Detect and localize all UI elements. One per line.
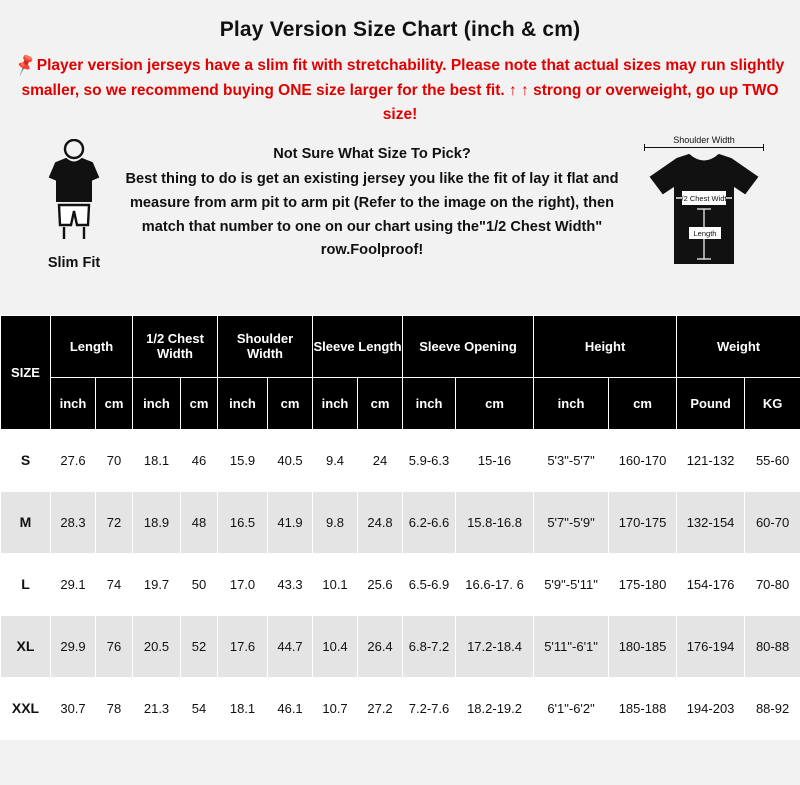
row-size: L	[1, 553, 51, 615]
cell: 15-16	[456, 429, 534, 491]
cell: 17.6	[218, 615, 268, 677]
page-title: Play Version Size Chart (inch & cm)	[219, 18, 581, 41]
cell: 88-92	[745, 677, 800, 739]
svg-text:1/2 Chest Width: 1/2 Chest Width	[677, 193, 731, 203]
cell: 21.3	[133, 677, 181, 739]
cell: 46.1	[268, 677, 313, 739]
cell: 20.5	[133, 615, 181, 677]
slim-fit-jersey-icon	[31, 139, 117, 249]
cell: 28.3	[51, 491, 96, 553]
col-sleeve-length: Sleeve Length	[313, 315, 403, 377]
cell: 18.2-19.2	[456, 677, 534, 739]
cell: 26.4	[358, 615, 403, 677]
cell: 194-203	[677, 677, 745, 739]
unit-sleeve-opening-inch: inch	[403, 377, 456, 429]
cell: 9.4	[313, 429, 358, 491]
table-row	[1, 553, 800, 615]
cell: 5'7"-5'9"	[534, 491, 609, 553]
cell: 24	[358, 429, 403, 491]
unit-shoulder-cm: cm	[268, 377, 313, 429]
cell: 18.1	[218, 677, 268, 739]
cell: 74	[96, 553, 133, 615]
cell: 29.1	[51, 553, 96, 615]
cell: 180-185	[609, 615, 677, 677]
cell: 16.6-17. 6	[456, 553, 534, 615]
cell: 6.2-6.6	[403, 491, 456, 553]
shoulder-width-label: Shoulder Width	[673, 134, 735, 145]
table-body	[1, 429, 800, 739]
row-size: XXL	[1, 677, 51, 739]
col-sleeve-opening: Sleeve Opening	[403, 315, 534, 377]
cell: 185-188	[609, 677, 677, 739]
table-row	[1, 615, 800, 677]
table-header-units	[1, 377, 800, 429]
row-size: XL	[1, 615, 51, 677]
cell: 17.2-18.4	[456, 615, 534, 677]
cell: 10.4	[313, 615, 358, 677]
cell: 44.7	[268, 615, 313, 677]
cell: 17.0	[218, 553, 268, 615]
size-notice-text: Player version jerseys have a slim fit with stretchability. Please note that actual sizes may run slightly smaller, so we recommend buying ONE size larger for the best fit. ↑ ↑ strong or overweight, go up TWO size!	[21, 57, 785, 123]
cell: 5'3"-5'7"	[534, 429, 609, 491]
cell: 6.5-6.9	[403, 553, 456, 615]
slim-fit-figure	[26, 139, 122, 271]
cell: 27.2	[358, 677, 403, 739]
size-notice	[0, 52, 800, 135]
cell: 5'9"-5'11"	[534, 553, 609, 615]
cell: 46	[181, 429, 218, 491]
table-row	[1, 491, 800, 553]
cell: 78	[96, 677, 133, 739]
col-half-chest-width: 1/2 Chest Width	[133, 315, 218, 377]
cell: 121-132	[677, 429, 745, 491]
cell: 7.2-7.6	[403, 677, 456, 739]
cell: 41.9	[268, 491, 313, 553]
table-head	[1, 315, 800, 429]
cell: 48	[181, 491, 218, 553]
cell: 24.8	[358, 491, 403, 553]
cell: 10.1	[313, 553, 358, 615]
shoulder-width-rule	[644, 147, 764, 148]
size-chart-table	[0, 315, 800, 740]
cell: 27.6	[51, 429, 96, 491]
col-shoulder-width: Shoulder Width	[218, 315, 313, 377]
cell: 18.1	[133, 429, 181, 491]
unit-sleeve-length-inch: inch	[313, 377, 358, 429]
table-row	[1, 677, 800, 739]
cell: 176-194	[677, 615, 745, 677]
cell: 19.7	[133, 553, 181, 615]
unit-sleeve-opening-cm: cm	[456, 377, 534, 429]
unit-sleeve-length-cm: cm	[358, 377, 403, 429]
unit-shoulder-inch: inch	[218, 377, 268, 429]
cell: 154-176	[677, 553, 745, 615]
unit-weight-kg: KG	[745, 377, 800, 429]
cell: 5.9-6.3	[403, 429, 456, 491]
cell: 52	[181, 615, 218, 677]
table-row	[1, 429, 800, 491]
svg-text:Length: Length	[693, 228, 717, 238]
cell: 170-175	[609, 491, 677, 553]
col-length: Length	[51, 315, 133, 377]
unit-chest-inch: inch	[133, 377, 181, 429]
cell: 43.3	[268, 553, 313, 615]
cell: 18.9	[133, 491, 181, 553]
unit-weight-pound: Pound	[677, 377, 745, 429]
guide-text	[120, 143, 624, 263]
cell: 70	[96, 429, 133, 491]
cell: 6'1"-6'2"	[534, 677, 609, 739]
measurement-tshirt-icon	[629, 151, 779, 273]
row-size: S	[1, 429, 51, 491]
unit-height-cm: cm	[609, 377, 677, 429]
cell: 25.6	[358, 553, 403, 615]
cell: 55-60	[745, 429, 800, 491]
cell: 15.9	[218, 429, 268, 491]
pushpin-icon: 📌	[13, 54, 38, 77]
cell: 10.7	[313, 677, 358, 739]
cell: 15.8-16.8	[456, 491, 534, 553]
col-height: Height	[534, 315, 677, 377]
row-size: M	[1, 491, 51, 553]
guide-answer: Best thing to do is get an existing jersey you like the fit of lay it flat and measure from arm pit to arm pit (Refer to the image on the right), then match that number to one on our chart using the"1/2 Chest Width" row.Foolproof!	[125, 171, 619, 259]
guide-question: Not Sure What Size To Pick?	[273, 145, 471, 162]
cell: 50	[181, 553, 218, 615]
cell: 40.5	[268, 429, 313, 491]
unit-chest-cm: cm	[181, 377, 218, 429]
cell: 16.5	[218, 491, 268, 553]
unit-length-inch: inch	[51, 377, 96, 429]
cell: 5'11"-6'1"	[534, 615, 609, 677]
guide-section	[0, 135, 800, 315]
cell: 9.8	[313, 491, 358, 553]
cell: 6.8-7.2	[403, 615, 456, 677]
cell: 160-170	[609, 429, 677, 491]
unit-height-inch: inch	[534, 377, 609, 429]
measurement-figure	[624, 135, 784, 273]
cell: 80-88	[745, 615, 800, 677]
cell: 29.9	[51, 615, 96, 677]
col-weight: Weight	[677, 315, 800, 377]
cell: 60-70	[745, 491, 800, 553]
slim-fit-label: Slim Fit	[47, 254, 101, 271]
cell: 132-154	[677, 491, 745, 553]
cell: 76	[96, 615, 133, 677]
cell: 70-80	[745, 553, 800, 615]
col-size: SIZE	[1, 315, 51, 429]
cell: 72	[96, 491, 133, 553]
table-header-groups	[1, 315, 800, 377]
cell: 54	[181, 677, 218, 739]
unit-length-cm: cm	[96, 377, 133, 429]
cell: 175-180	[609, 553, 677, 615]
cell: 30.7	[51, 677, 96, 739]
